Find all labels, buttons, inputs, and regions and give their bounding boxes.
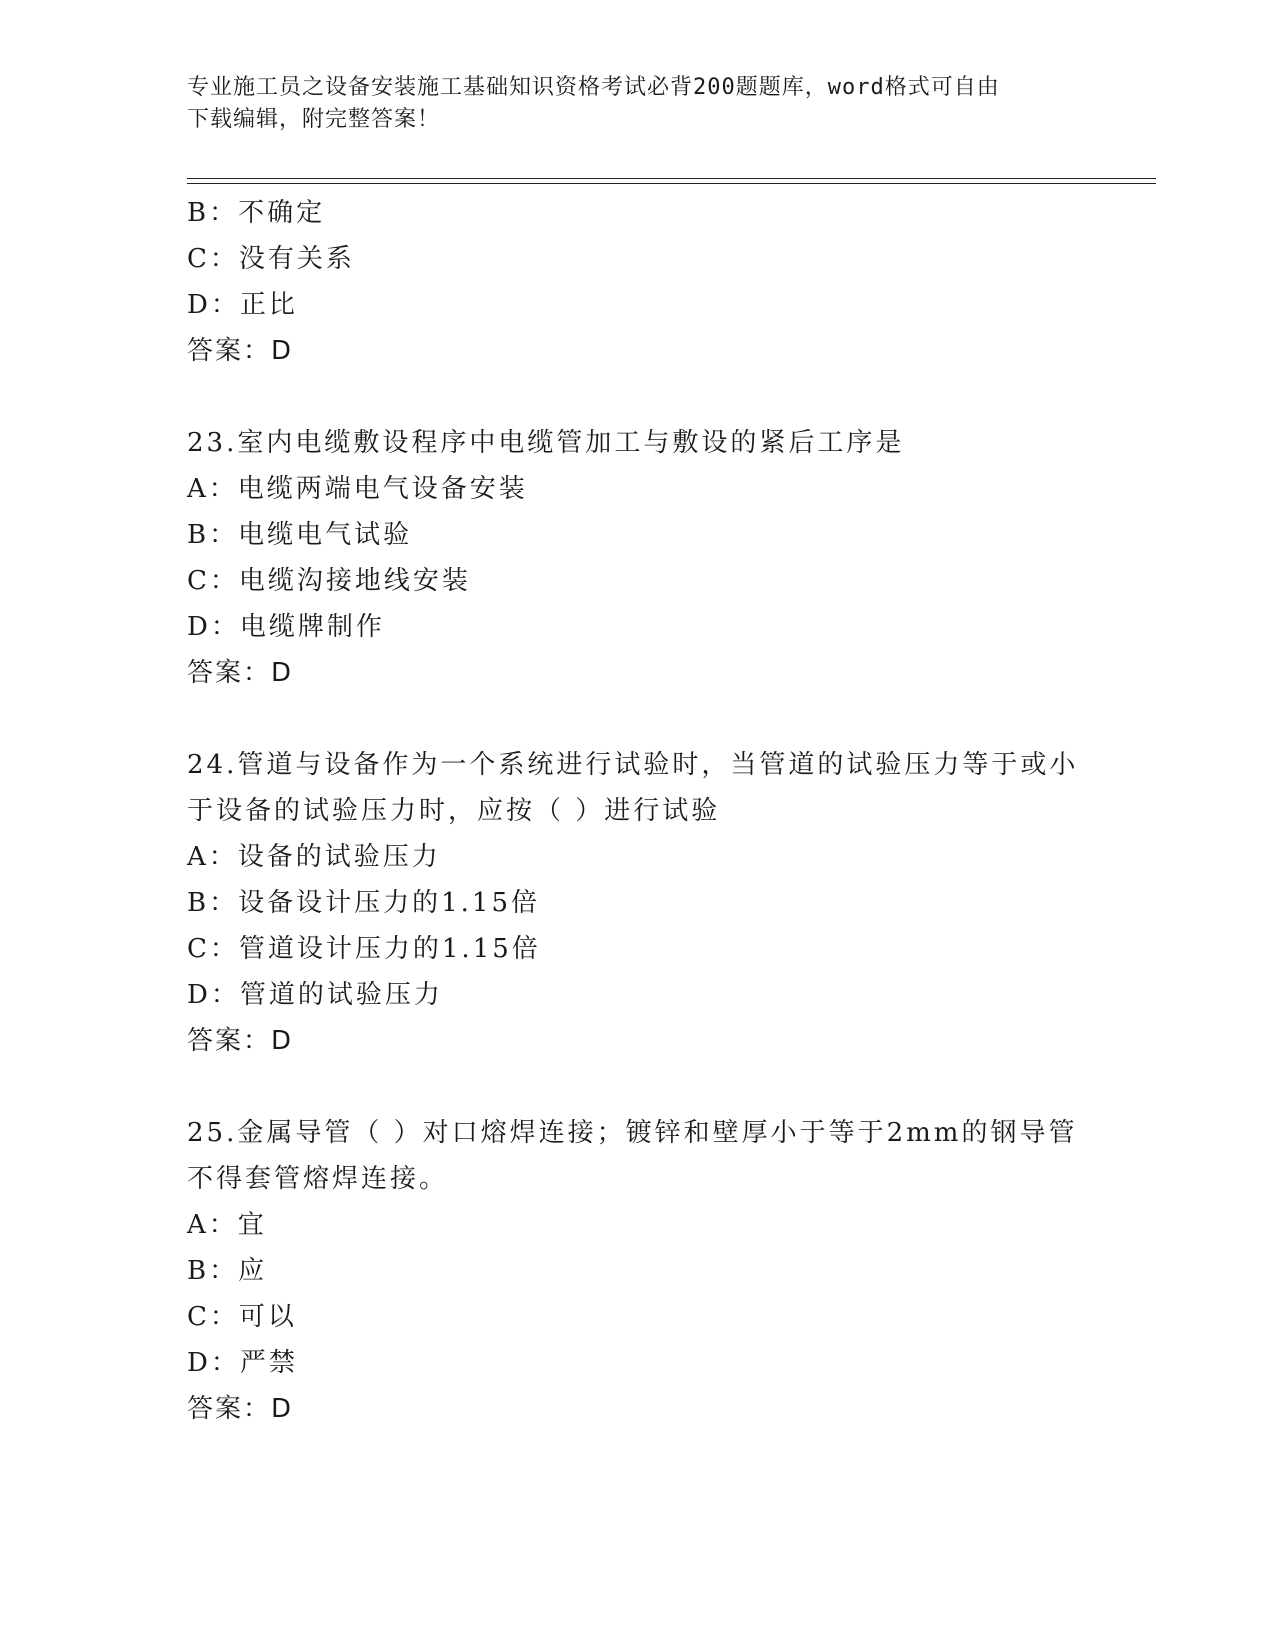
option-d: D：管道的试验压力 (187, 980, 443, 1010)
header-divider-bottom (187, 183, 1156, 184)
option-c: C：管道设计压力的1.15倍 (187, 934, 541, 964)
option-c: C：电缆沟接地线安装 (187, 566, 471, 596)
question-text: 23.室内电缆敷设程序中电缆管加工与敷设的紧后工序是 (187, 428, 905, 458)
spacer (187, 374, 1087, 420)
option-b: B：设备设计压力的1.15倍 (187, 888, 540, 918)
question-block-23 (187, 420, 1087, 696)
question-text-line-2: 不得套管熔焊连接。 (187, 1164, 449, 1194)
question-block-24 (187, 742, 1087, 1064)
header-line-2: 下载编辑，附完整答案！ (187, 107, 441, 132)
spacer (187, 696, 1087, 742)
answer-line: 答案：D (187, 658, 294, 688)
header-line-1: 专业施工员之设备安装施工基础知识资格考试必背200题题库，word格式可自由 (187, 75, 1000, 100)
question-text-line-1: 24.管道与设备作为一个系统进行试验时，当管道的试验压力等于或小 (187, 750, 1079, 780)
answer-line: 答案：D (187, 336, 294, 366)
question-block-25 (187, 1110, 1087, 1432)
document-body (187, 190, 1087, 1432)
option-a: A：宜 (187, 1210, 267, 1240)
answer-line: 答案：D (187, 1026, 294, 1056)
spacer (187, 1064, 1087, 1110)
answer-line: 答案：D (187, 1394, 294, 1424)
document-header (187, 72, 1087, 136)
option-d: D：正比 (187, 290, 298, 320)
question-text-line-1: 25.金属导管（ ）对口熔焊连接；镀锌和壁厚小于等于2mm的钢导管 (187, 1118, 1078, 1148)
question-text-line-2: 于设备的试验压力时，应按（ ）进行试验 (187, 796, 721, 826)
option-c: C：没有关系 (187, 244, 355, 274)
option-a: A：设备的试验压力 (187, 842, 441, 872)
question-block-22-partial (187, 190, 1087, 374)
option-d: D：电缆牌制作 (187, 612, 385, 642)
option-b: B：电缆电气试验 (187, 520, 413, 550)
option-a: A：电缆两端电气设备安装 (187, 474, 528, 504)
option-d: D：严禁 (187, 1348, 298, 1378)
option-b: B：应 (187, 1256, 268, 1286)
option-c: C：可以 (187, 1302, 297, 1332)
header-divider-top (187, 178, 1156, 179)
option-b: B：不确定 (187, 198, 326, 228)
